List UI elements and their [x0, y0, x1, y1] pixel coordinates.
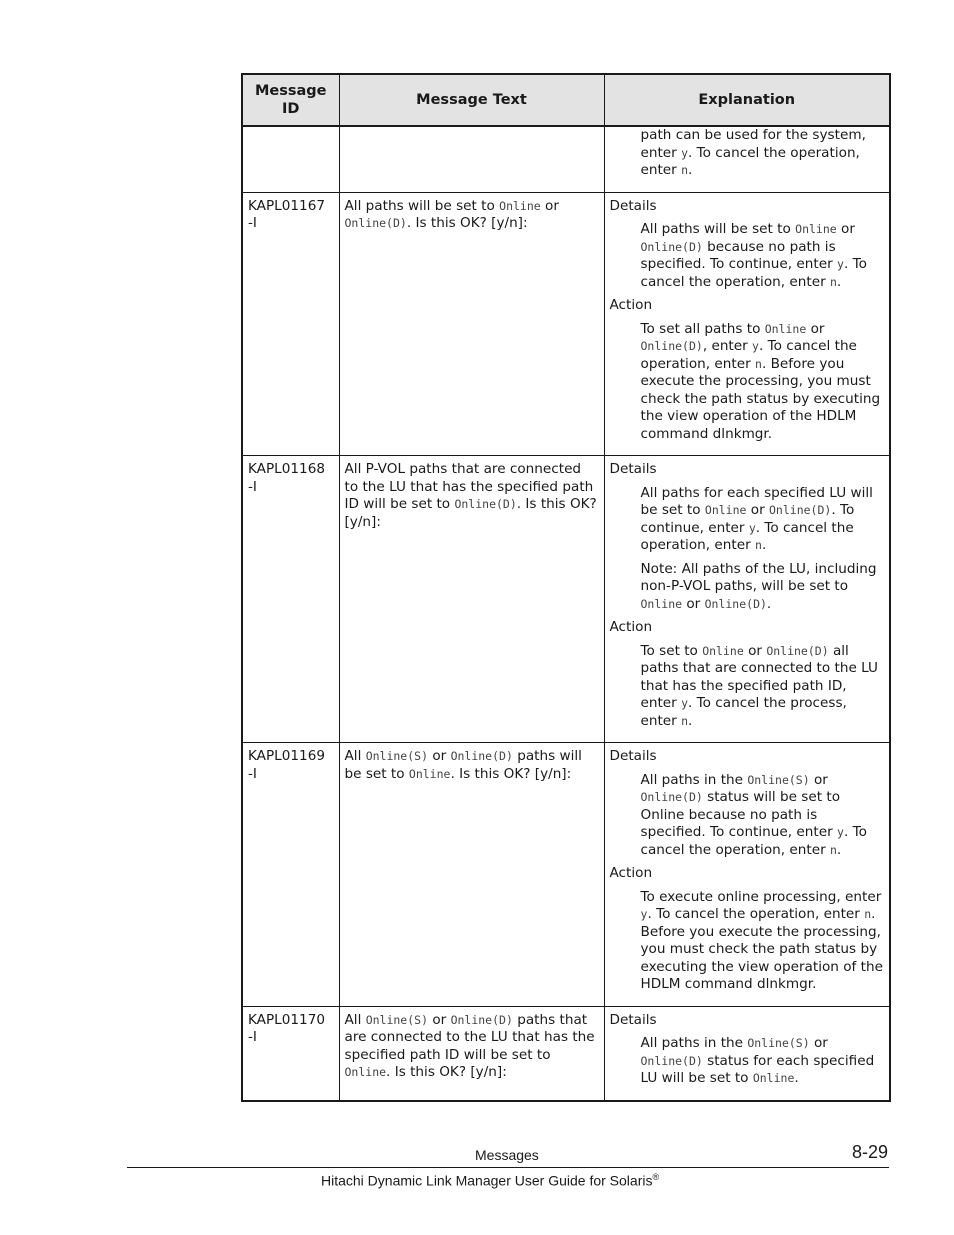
- code-text: Online(D): [344, 216, 407, 230]
- trademark-symbol: ®: [652, 1172, 660, 1182]
- section-label: Details: [609, 1011, 657, 1028]
- plain-text: paths will be set to: [344, 748, 582, 782]
- code-text: Online(S): [365, 749, 428, 763]
- table-row-continuation: [242, 126, 890, 192]
- plain-text: . Is this OK? [y/n]:: [344, 496, 597, 530]
- message-text-cell: [339, 743, 604, 1007]
- explanation-cell: [604, 456, 890, 743]
- plain-text: .: [688, 162, 693, 178]
- explanation-cell: [604, 192, 890, 456]
- table-header-row: [242, 74, 890, 126]
- plain-text: status will be set to Online because no path is specified. To continue, enter: [640, 789, 841, 840]
- plain-text: or: [746, 502, 769, 518]
- section-label: Action: [609, 865, 653, 881]
- code-text: n: [755, 538, 762, 552]
- table-row: [242, 456, 890, 743]
- message-id: KAPL01170 -I: [248, 1011, 325, 1045]
- plain-text: . Is this OK? [y/n]:: [406, 215, 528, 231]
- message-id: KAPL01167 -I: [248, 197, 325, 231]
- table-row: [242, 192, 890, 456]
- code-text: Online(S): [747, 1036, 810, 1050]
- footer-section-name: Messages: [475, 1147, 539, 1163]
- plain-text: or: [428, 1011, 451, 1028]
- plain-text: .: [836, 273, 842, 290]
- plain-text: . To cancel the operation, enter: [640, 824, 867, 858]
- code-text: Online: [795, 222, 837, 236]
- explanation-paragraph: [610, 1035, 885, 1088]
- table-body: [242, 126, 890, 1101]
- code-text: Online(D): [640, 339, 703, 353]
- explanation-cell: [604, 743, 890, 1007]
- code-text: n: [755, 356, 762, 371]
- code-text: y: [837, 257, 844, 271]
- explanation-paragraph: [610, 889, 885, 994]
- page-number: 8-29: [851, 1142, 888, 1162]
- table-row: [242, 743, 890, 1007]
- code-text: Online(D): [640, 790, 703, 804]
- plain-text: or: [806, 320, 825, 337]
- message-table: [241, 73, 891, 1102]
- document-title-text: Hitachi Dynamic Link Manager User Guide for Solaris: [321, 1172, 653, 1189]
- code-text: n: [681, 713, 689, 728]
- section-label: Details: [609, 748, 657, 764]
- explanation-cell: [604, 126, 890, 192]
- plain-text: All paths will be set to: [344, 197, 500, 214]
- header-message-text: Message Text: [339, 74, 604, 126]
- code-text: y: [681, 696, 689, 710]
- code-text: n: [864, 907, 872, 921]
- code-text: Online(S): [747, 772, 810, 787]
- code-text: Online(D): [450, 1012, 513, 1027]
- header-message-id: Message ID: [242, 74, 339, 126]
- plain-text: All: [344, 1011, 366, 1028]
- plain-text: or: [809, 1035, 828, 1051]
- plain-text: status for each specified LU will be set to: [640, 1052, 875, 1086]
- header-explanation: Explanation: [604, 74, 890, 126]
- code-text: Online: [499, 198, 541, 213]
- plain-text: All P-VOL paths that are connected to the LU that has the specified path ID will be set to: [344, 461, 594, 512]
- code-text: Online(S): [365, 1012, 428, 1027]
- code-text: n: [829, 274, 837, 289]
- plain-text: All paths in the: [640, 771, 748, 788]
- code-text: Online: [702, 643, 744, 658]
- code-text: Online: [752, 1071, 795, 1085]
- code-text: Online(D): [640, 239, 703, 254]
- plain-text: . To cancel the process, enter: [640, 695, 847, 729]
- plain-text: . To cancel the operation, enter: [640, 144, 860, 178]
- footer-divider: [127, 1167, 889, 1168]
- code-text: y: [837, 825, 844, 839]
- message-text-cell: [339, 1006, 604, 1101]
- plain-text: or: [428, 748, 451, 764]
- plain-text: All paths will be set to: [640, 221, 796, 237]
- plain-text: because no path is specified. To continue, enter: [640, 238, 837, 272]
- plain-text: path can be used for the system, enter: [640, 127, 866, 161]
- code-text: n: [829, 842, 837, 857]
- code-text: Online: [640, 596, 683, 611]
- section-label: Details: [609, 461, 657, 477]
- explanation-paragraph: [610, 772, 885, 860]
- explanation-paragraph: [610, 643, 885, 731]
- message-id-cell: [242, 1006, 339, 1101]
- code-text: y: [752, 339, 759, 353]
- plain-text: or: [540, 197, 559, 214]
- code-text: Online: [344, 1065, 387, 1079]
- explanation-paragraph: [610, 561, 885, 614]
- code-text: Online(D): [454, 497, 517, 511]
- message-id-cell: [242, 126, 339, 192]
- plain-text: or: [743, 642, 767, 659]
- message-id: KAPL01168 -I: [248, 461, 325, 495]
- section-label: Action: [609, 619, 653, 635]
- document-title: [321, 1172, 659, 1189]
- code-text: Online: [408, 766, 451, 781]
- section-label: Details: [609, 197, 657, 214]
- plain-text: . To cancel the operation, enter: [640, 338, 857, 372]
- explanation-cell: [604, 1006, 890, 1101]
- plain-text: All: [344, 748, 366, 764]
- code-text: Online(D): [450, 749, 513, 763]
- code-text: y: [681, 145, 689, 160]
- plain-text: . To cancel the operation, enter: [640, 519, 854, 553]
- explanation-paragraph: [610, 221, 885, 291]
- message-id-cell: [242, 456, 339, 743]
- code-text: n: [681, 163, 689, 177]
- plain-text: . To continue, enter: [640, 502, 855, 536]
- plain-text: .: [766, 595, 772, 612]
- plain-text: or: [682, 595, 705, 612]
- plain-text: all paths that are connected to the LU that has the specified path ID, enter: [640, 642, 878, 711]
- plain-text: To set to: [640, 642, 703, 659]
- explanation-paragraph: [610, 485, 885, 555]
- plain-text: . Is this OK? [y/n]:: [450, 765, 572, 782]
- code-text: Online(D): [766, 643, 829, 658]
- plain-text: or: [809, 771, 828, 788]
- plain-text: . Before you execute the processing, you must check the path status by executing the view operation of the HDLM command dlnkmgr.: [640, 906, 883, 992]
- plain-text: . Is this OK? [y/n]:: [386, 1064, 507, 1080]
- plain-text: .: [794, 1070, 799, 1086]
- plain-text: . To cancel the operation, enter: [640, 256, 867, 290]
- plain-text: , enter: [702, 338, 753, 354]
- table-row: [242, 1006, 890, 1101]
- code-text: Online(D): [640, 1053, 703, 1068]
- plain-text: To set all paths to: [640, 320, 765, 337]
- plain-text: or: [836, 221, 855, 237]
- explanation-paragraph: [610, 321, 885, 444]
- code-text: y: [748, 520, 756, 535]
- message-text-cell: [339, 126, 604, 192]
- message-text-cell: [339, 456, 604, 743]
- code-text: Online(D): [704, 596, 767, 611]
- section-label: Action: [609, 297, 653, 313]
- plain-text: Note: All paths of the LU, including non-P-VOL paths, will be set to: [640, 560, 877, 594]
- message-id-cell: [242, 743, 339, 1007]
- plain-text: .: [761, 537, 767, 553]
- message-id-cell: [242, 192, 339, 456]
- code-text: Online(D): [769, 503, 832, 517]
- plain-text: . Before you execute the processing, you must check the path status by executing the view operation of the HDLM command dlnkmgr.: [640, 355, 881, 442]
- plain-text: .: [836, 841, 842, 858]
- message-text-cell: [339, 192, 604, 456]
- code-text: y: [640, 907, 648, 921]
- message-id: KAPL01169 -I: [248, 748, 325, 782]
- explanation-paragraph: [610, 127, 885, 180]
- plain-text: To execute online processing, enter: [640, 888, 882, 905]
- plain-text: All paths in the: [640, 1035, 748, 1051]
- code-text: Online: [764, 321, 807, 336]
- plain-text: . To cancel the operation, enter: [647, 906, 865, 922]
- code-text: Online: [704, 503, 747, 517]
- plain-text: .: [688, 712, 693, 729]
- plain-text: paths that are connected to the LU that has the specified path ID will be set to: [344, 1011, 595, 1063]
- plain-text: All paths for each specified LU will be set to: [640, 484, 873, 518]
